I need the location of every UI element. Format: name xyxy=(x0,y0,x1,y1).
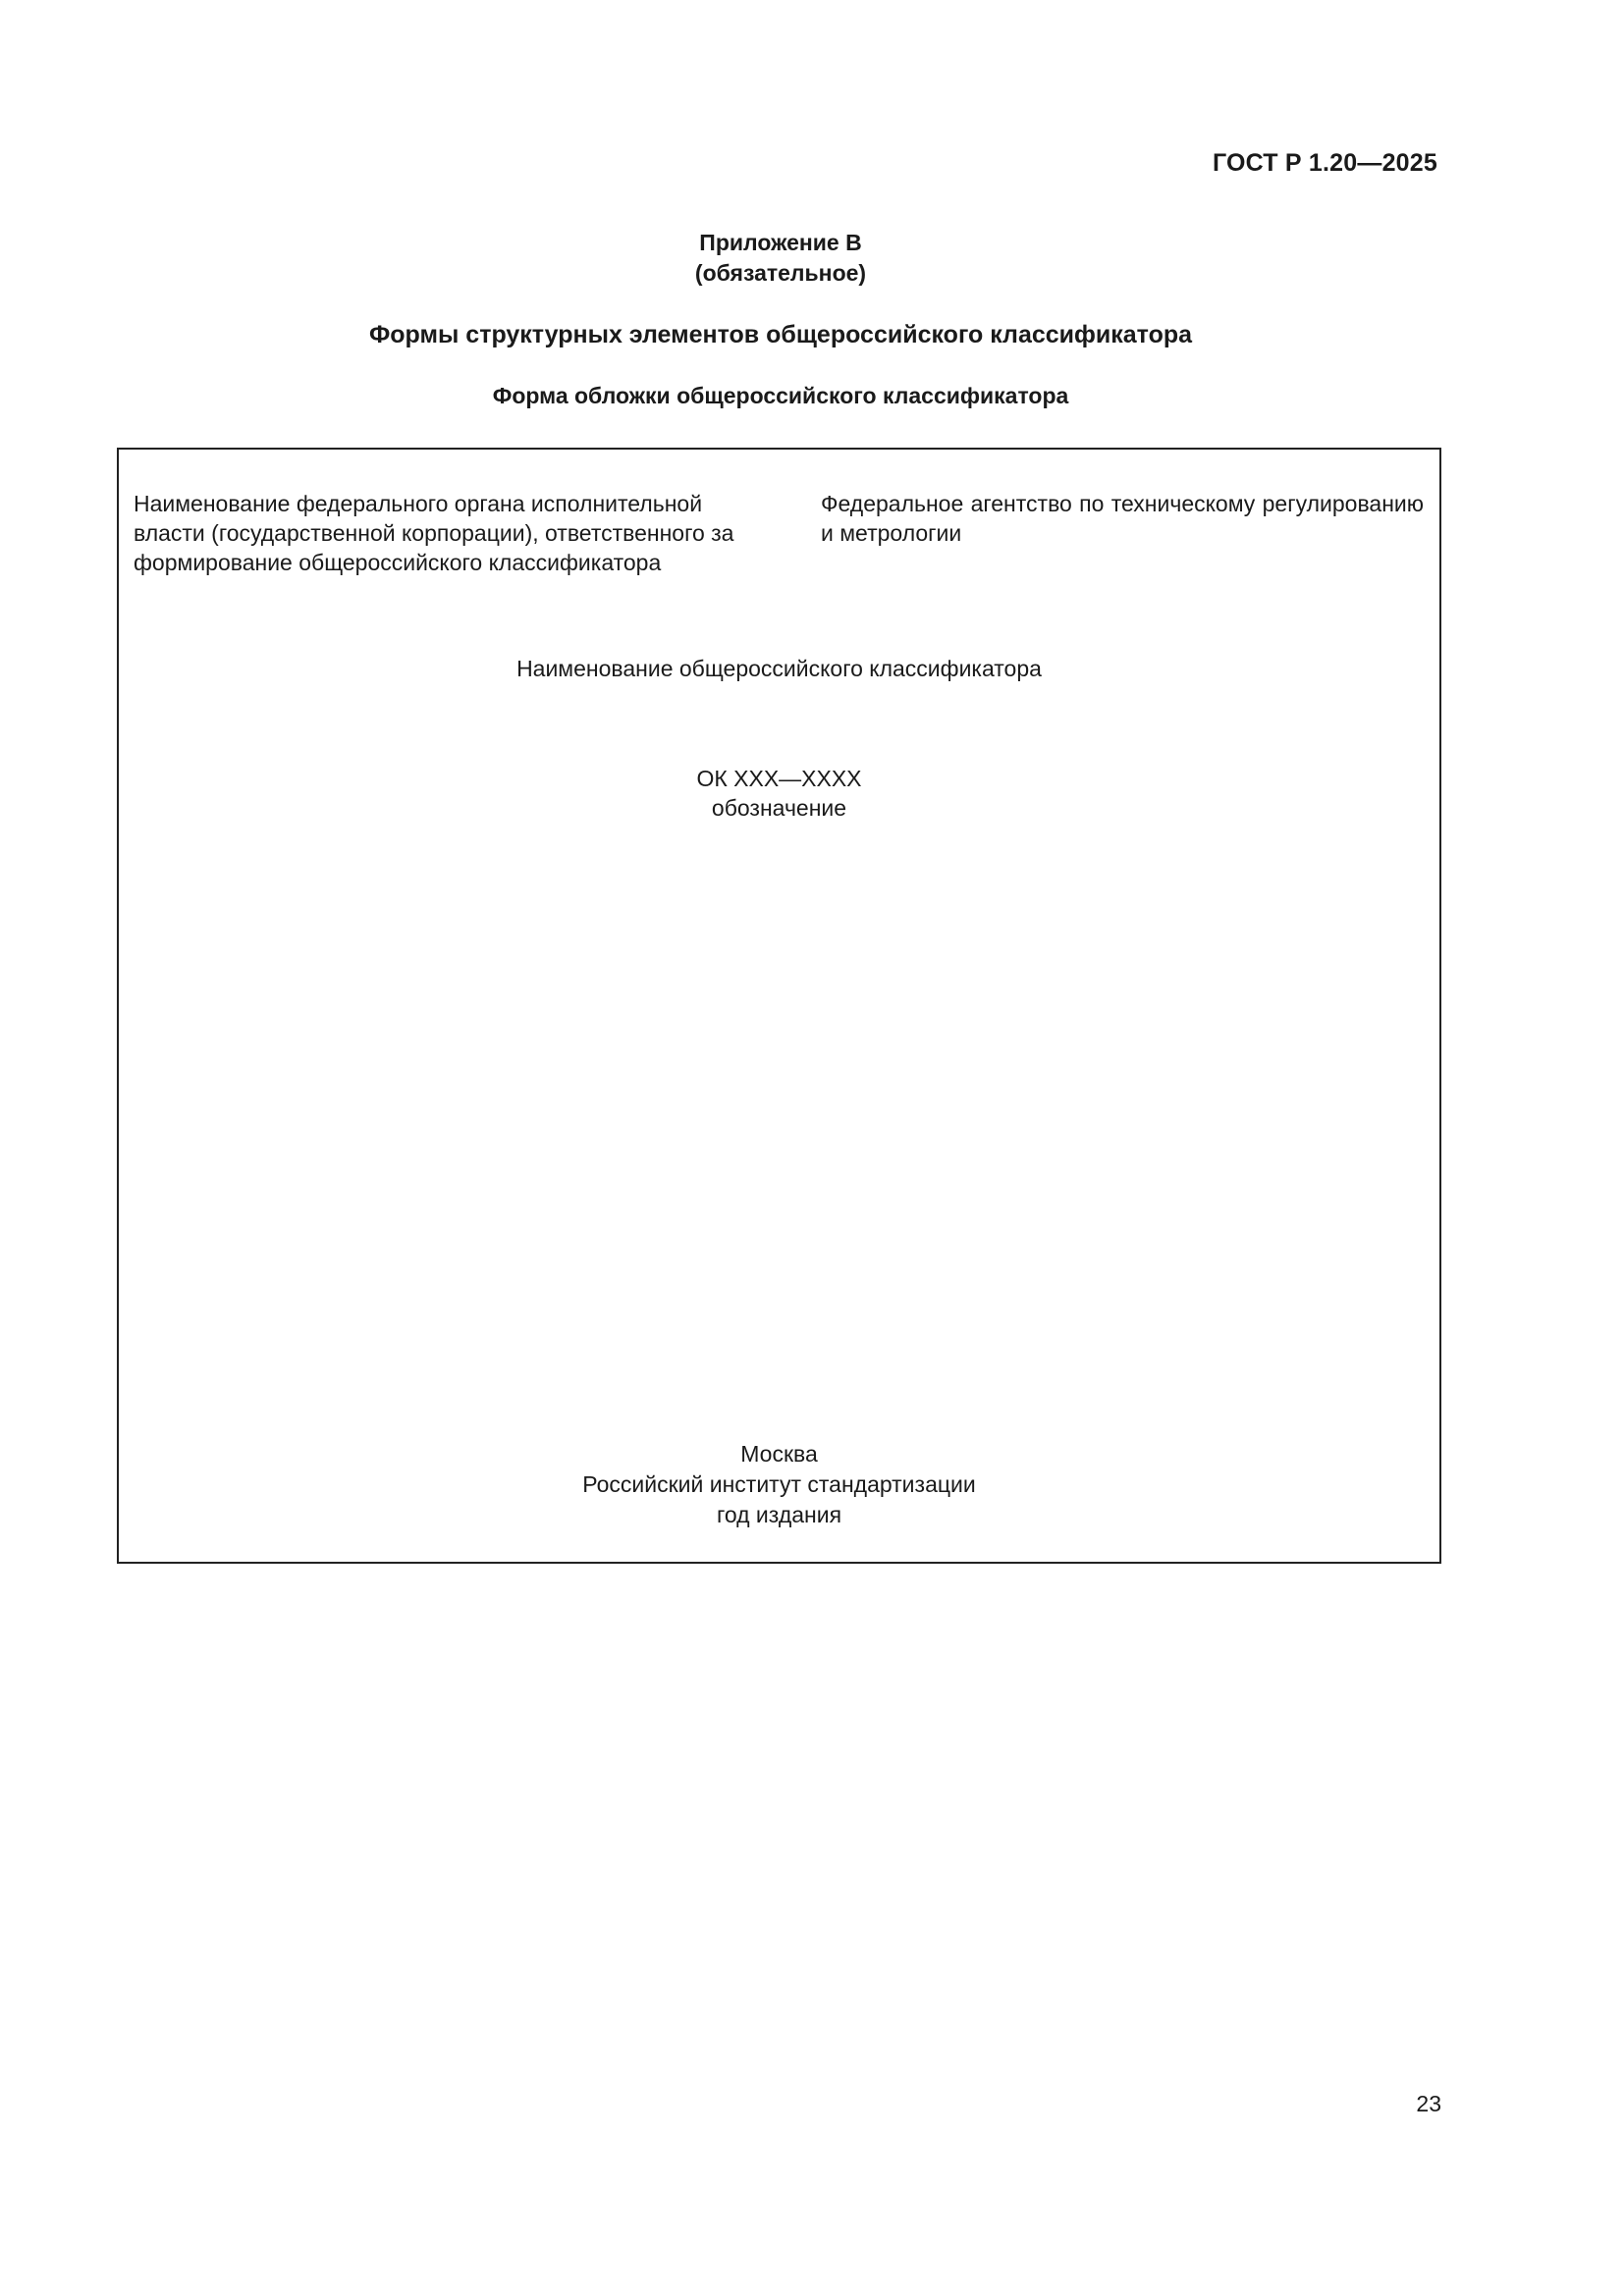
classifier-name: Наименование общероссийского классификатора xyxy=(516,656,1042,681)
imprint-city: Москва xyxy=(740,1441,818,1467)
imprint-year: год издания xyxy=(716,1502,842,1527)
section-title: Формы структурных элементов общероссийского классификатора xyxy=(368,321,1193,348)
imprint-publisher: Российский институт стандартизации xyxy=(582,1471,976,1497)
document-number: ГОСТ Р 1.20—2025 xyxy=(1212,149,1437,177)
agency-name: Федеральное агентство по техническому регулированию и метрологии xyxy=(821,491,1424,546)
designation-label: обозначение xyxy=(711,795,847,821)
appendix-title: Приложение В xyxy=(699,230,862,255)
appendix-status: (обязательное) xyxy=(694,260,867,286)
appendix-heading xyxy=(0,228,1561,289)
subsection-title: Форма обложки общероссийского классификатора xyxy=(492,383,1069,408)
imprint xyxy=(119,1439,1439,1530)
responsible-body-label: Наименование федерального органа исполнительной власти (государственной корпорации), ответственного за формирование общероссийского классификатора xyxy=(134,491,734,575)
cover-form-frame xyxy=(117,448,1441,1564)
classifier-designation xyxy=(119,764,1439,823)
designation-code: ОК ХХХ—ХХХХ xyxy=(696,766,862,791)
page-number: 23 xyxy=(1416,2091,1441,2116)
